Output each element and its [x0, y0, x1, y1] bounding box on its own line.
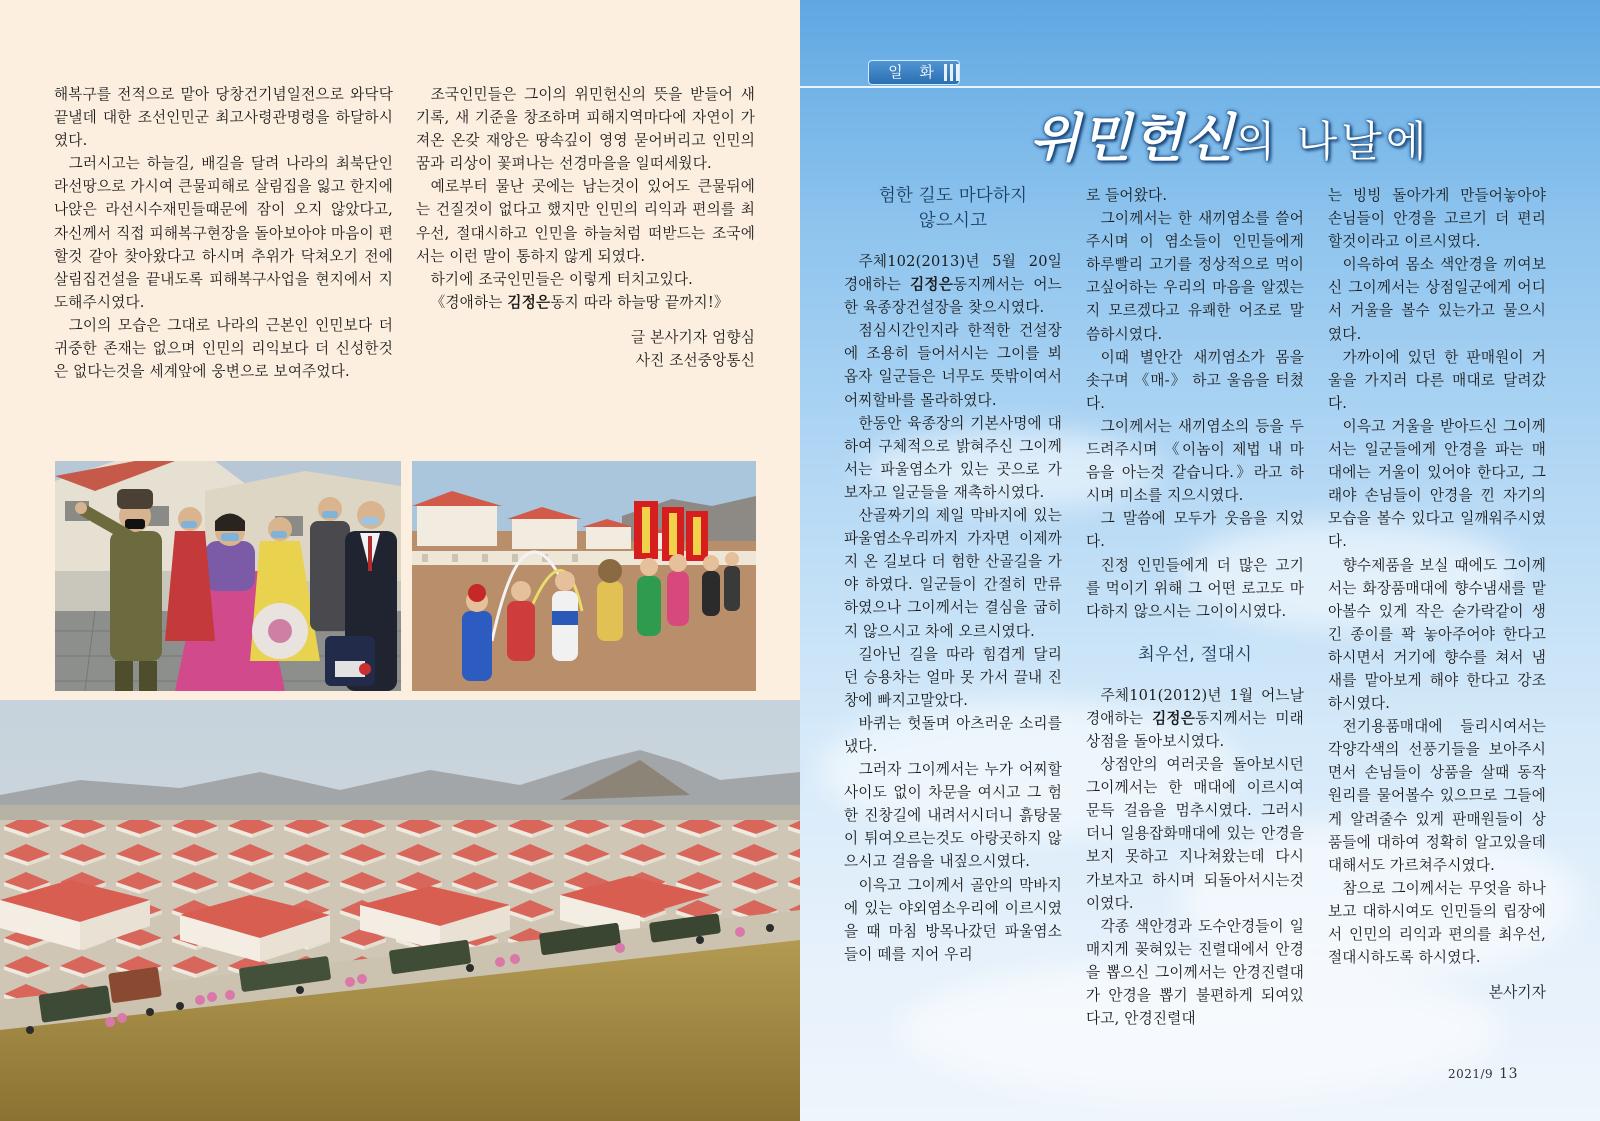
photo-aerial-new-houses [0, 700, 800, 1121]
paragraph: 해복구를 전적으로 맡아 당창건기념일전으로 와닥닥 끝낼데 대한 조선인민군 최고사령관명령을 하달하시였다. [54, 86, 393, 150]
subheading: 최우선, 절대시 [1137, 644, 1253, 665]
paragraph: 는 빙빙 돌아가게 만들어놓아야 손님들이 안경을 고르기 더 편리할것이라고 이르시였다. [1328, 187, 1546, 251]
article-column-3 [1328, 184, 1546, 1004]
paragraph: 전기용품매대에 들리시여서는 각양각색의 선풍기들을 보아주시면서 손님들이 상품을 살때 동작원리를 물어볼수 있으므로 그들에게 알려줄수 있게 판매원들이 상품들에 대하여 정확히 알고있을데 대해서도 가르쳐주시였다. [1328, 718, 1546, 874]
article-column-2 [1086, 184, 1304, 1030]
paragraph: 이윽고 거울을 받아드신 그이께서는 일군들에게 안경을 파는 매대에는 거울이 있어야 한다고, 그래야 손님들이 안경을 낀 자기의 모습을 볼수 있다고 일깨워주시였다. [1328, 417, 1546, 551]
paragraph: 상점안의 여러곳을 돌아보시던 그이께서는 한 매대에 이르시여 문득 걸음을 멈추시였다. 그러시더니 일용잡화매대에 있는 안경을 보지 못하고 지나쳐왔는데 다시 가보자고 하시며 되돌아서시는것이였다. [1086, 756, 1304, 912]
photo-credit: 사진 조선중앙통신 [635, 352, 755, 370]
subheading: 험한 길도 마다하지 않으시고 [878, 186, 1028, 231]
paragraph: 한동안 육종장의 기본사명에 대하여 구체적으로 밝혀주신 그이께서는 파울염소가 있는 곳으로 가보자고 일군들을 재촉하시였다. [844, 414, 1062, 501]
paragraph: 가까이에 있던 한 판매원이 거울을 가지러 다른 매대로 달려갔다. [1328, 348, 1546, 412]
issue-date: 2021/9 [1447, 1067, 1494, 1081]
paragraph: 이때 별안간 새끼염소가 몸을 솟구며 《매-》 하고 울음을 터쳤다. [1086, 348, 1304, 412]
paragraph: 그러시고는 하늘길, 배길을 달려 나라의 최북단인 라선땅으로 가시여 큰물피해로 살림집을 잃고 한지에 나앉은 라선시수재민들때문에 잠이 오지 않았다고, 자신께서 직접 피해복구현장을 돌아보아야 마음이 편할것 같아 찾아왔다고 하시며 추위가 닥쳐오기 전에 살림집건설을 끝내도록 피해복구사업을 현지에서 지도해주시였다. [54, 155, 393, 311]
slogan: 《경애하는 김정은동지 따라 하늘땅 끝까지!》 [430, 293, 729, 311]
paragraph: 진정 인민들에게 더 많은 고기를 먹이기 위해 그 어떤 로고도 마다하지 않으시는 그이이시였다. [1086, 556, 1304, 620]
paragraph: 바퀴는 헛돌며 아츠러운 소리를 냈다. [844, 714, 1062, 755]
photo-image [55, 461, 401, 691]
paragraph: 주체101(2012)년 1월 어느날 경애하는 김정은동지께서는 미래상점을 돌아보시였다. [1086, 686, 1304, 750]
article-title: 위민헌신의 나날에 [1029, 109, 1431, 169]
paragraph: 로 들어왔다. [1086, 187, 1168, 204]
section-tag: 일 화 [868, 60, 960, 85]
paragraph: 산골짜기의 제일 막바지에 있는 파울염소우리까지 가자면 이제까지 온 길보다 더 험한 산골길을 가야 하였다. 일군들이 간절히 만류하였으나 그이께서는 결심을 굽히지 않으시고 차에 오르시였다. [844, 507, 1062, 640]
tag-stripes-icon [942, 63, 962, 82]
paragraph: 점심시간인지라 한적한 건설장에 조용히 들어서시는 그이를 뵈옵자 일군들은 너무도 뜻밖이여서 어찌할바를 몰라하였다. [844, 322, 1062, 409]
paragraph: 향수제품을 보실 때에도 그이께서는 화장품매대에 향수냄새를 맡아볼수 있게 작은 숟가락같이 생긴 종이를 꽉 놓아주어야 한다고 하시면서 거기에 향수를 쳐서 냄새를 맡아보게 해야 한다고 강조하시였다. [1328, 556, 1546, 713]
paragraph: 길아닌 길을 따라 힘겹게 달리던 승용차는 얼마 못 가서 끌내 진창에 빠지고말았다. [844, 645, 1062, 709]
paragraph: 하기에 조국인민들은 이렇게 터치고있다. [430, 270, 694, 288]
header-rule [800, 86, 1600, 88]
right-page [800, 0, 1600, 1121]
paragraph: 그러자 그이께서는 누가 어찌할사이도 없이 차문을 여시고 그 험한 진창길에 내려서시더니 흙탕물이 튀여오르는것도 아랑곳하지 않으시고 걸음을 내짚으시였다. [844, 761, 1062, 871]
paragraph: 이윽고 그이께서 골안의 막바지에 있는 야외염소우리에 이르시였을 때 마침 방목나갔던 파울염소들이 떼를 지어 우리 [844, 876, 1062, 963]
paragraph: 그 말씀에 모두가 웃음을 지었다. [1086, 510, 1304, 551]
paragraph: 각종 색안경과 도수안경들이 일매지게 꽂혀있는 진렬대에서 안경을 뽑으신 그이께서는 안경진렬대가 안경을 뽑기 불편하게 되여있다고, 안경진렬대 [1086, 917, 1304, 1028]
article-column-1 [844, 184, 1062, 966]
paragraph: 그이께서는 새끼염소의 등을 두드려주시며 《이놈이 제법 내 마음을 아는것 같습니다.》라고 하시며 미소를 지으시였다. [1086, 417, 1304, 505]
author-credit: 글 본사기자 엄향심 [630, 328, 755, 346]
left-column-1 [54, 83, 393, 383]
page-footer [1448, 1066, 1518, 1082]
paragraph: 조국인민들은 그이의 위민헌신의 뜻을 받들어 새 기록, 새 기준을 창조하며 피해지역마다에 자연이 가져온 온갖 재앙은 땅속깊이 영영 묻어버리고 인민의 꿈과 리상이 꽃펴나는 선경마을을 일떠세웠다. [416, 86, 755, 173]
paragraph: 참으로 그이께서는 무엇을 하나 보고 대하시여도 인민들의 립장에서 인민의 리익과 편의를 최우선, 절대시하도록 하시였다. [1328, 879, 1546, 967]
photo-celebration-parade [412, 461, 756, 691]
paragraph: 그이께서는 한 새끼염소를 쓸어주시며 이 염소들이 인민들에게 하루빨리 고기를 정상적으로 먹이고싶어하는 우리의 마음을 알겠는지 모르겠다고 유쾌한 어조로 말씀하시였다. [1086, 210, 1304, 343]
paragraph: 예로부터 물난 곳에는 남는것이 있어도 큰물뒤에는 건질것이 없다고 했지만 인민의 리익과 편의를 최우선, 절대시하고 인민을 하늘처럼 떠받드는 조국에서는 이런 말이 통하지 않게 되였다. [416, 178, 755, 265]
paragraph: 그이의 모습은 그대로 나라의 근본인 인민보다 더 귀중한 존재는 없으며 인민의 리익보다 더 신성한것은 없다는것을 세계앞에 웅변으로 보여주었다. [54, 316, 393, 381]
photo-image [0, 700, 800, 1121]
left-column-2 [416, 83, 755, 372]
author-credit: 본사기자 [1488, 984, 1546, 1002]
paragraph: 이윽하여 몸소 색안경을 끼여보신 그이께서는 상점일군에게 어디서 거울을 볼수 있는가고 물으시였다. [1328, 256, 1546, 343]
photo-soldier-greeting [55, 461, 401, 691]
page-number: 13 [1499, 1066, 1518, 1082]
paragraph: 주체102(2013)년 5월 20일 경애하는 김정은동지께서는 어느 한 육종장건설장을 찾으시였다. [844, 253, 1062, 317]
photo-image [412, 461, 756, 691]
